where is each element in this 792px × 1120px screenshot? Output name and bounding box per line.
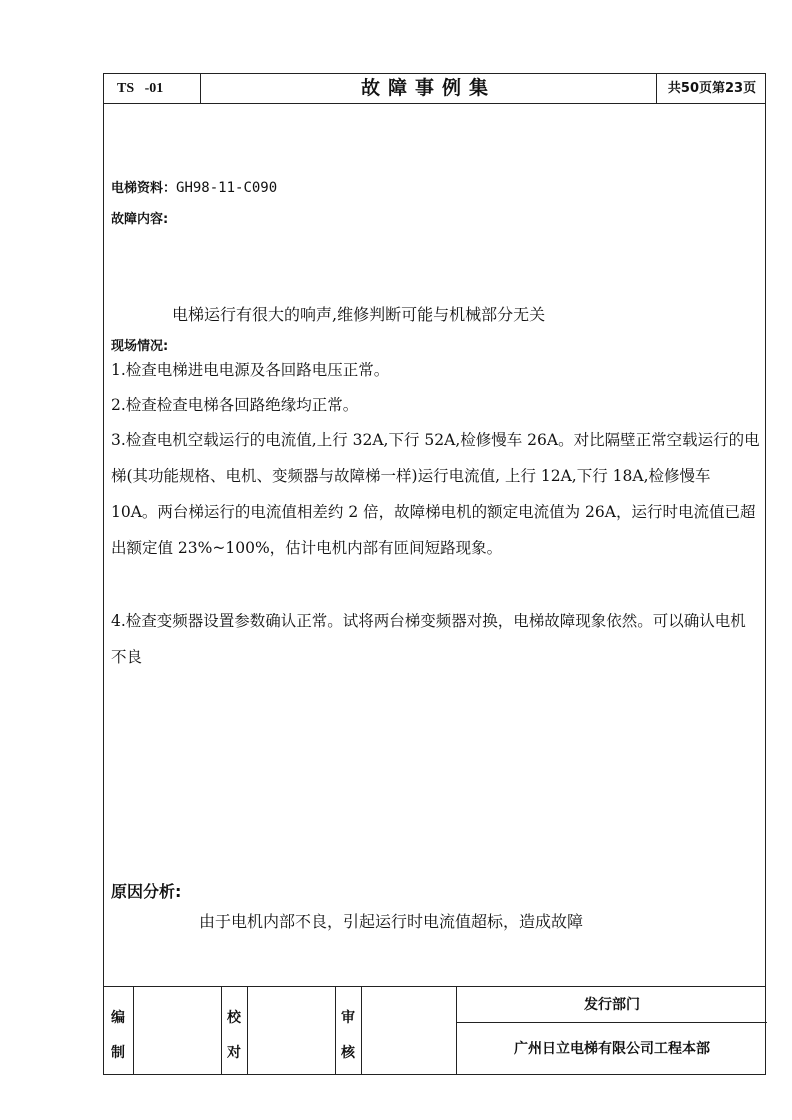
fault-description: 电梯运行有很大的响声,维修判断可能与机械部分无关	[172, 305, 546, 324]
page-info: 共50页第23页	[667, 81, 757, 96]
document-frame	[103, 73, 766, 1075]
compile-label-2: 制	[111, 1045, 125, 1061]
review-sign-cell	[362, 987, 457, 1075]
review-label-1: 审	[341, 1010, 355, 1026]
check-label-cell	[222, 987, 248, 1075]
content-area	[104, 104, 765, 986]
check-label-1: 校	[227, 1010, 241, 1026]
site-label: 现场情况:	[111, 339, 169, 354]
finding-2: 2.检查检查电梯各回路绝缘均正常。	[111, 396, 359, 414]
dept-label: 发行部门	[457, 987, 767, 1023]
cause-label: 原因分析:	[111, 882, 182, 901]
review-label-cell	[336, 987, 362, 1075]
signoff-row	[104, 986, 765, 1074]
compile-label-1: 编	[111, 1010, 125, 1026]
header-row	[104, 74, 765, 104]
dept-name: 广州日立电梯有限公司工程本部	[514, 1041, 710, 1057]
compile-sign-cell	[134, 987, 222, 1075]
review-label-2: 核	[341, 1045, 355, 1061]
fault-label: 故障内容:	[111, 212, 169, 227]
check-sign-cell	[248, 987, 336, 1075]
check-label-2: 对	[227, 1045, 241, 1061]
finding-4: 4.检查变频器设置参数确认正常。试将两台梯变频器对换，电梯故障现象依然。可以确认电机不良	[111, 612, 746, 666]
elevator-info	[111, 177, 277, 196]
finding-3: 3.检查电机空载运行的电流值,上行 32A,下行 52A,检修慢车 26A。对比隔壁正常空载运行的电梯(其功能规格、电机、变频器与故障梯一样)运行电流值, 上行 12A,下行 18A,检修慢车 10A。两台梯运行的电流值相差约 2 倍，故障梯电机的额定电流值为 26A，运行时电流值已超出额定值 23%~100%，估计电机内部有匝间短路现象。	[111, 431, 760, 557]
doc-code: TS -01	[104, 74, 201, 103]
elevator-info-label: 电梯资料：	[111, 181, 177, 196]
compile-label-cell	[104, 987, 134, 1075]
doc-title: 故障事例集	[201, 74, 657, 103]
elevator-info-value: GH98-11-C090	[176, 180, 278, 196]
finding-1: 1.检查电梯进电电源及各回路电压正常。	[111, 361, 390, 379]
cause-text: 由于电机内部不良，引起运行时电流值超标，造成故障	[199, 912, 584, 931]
